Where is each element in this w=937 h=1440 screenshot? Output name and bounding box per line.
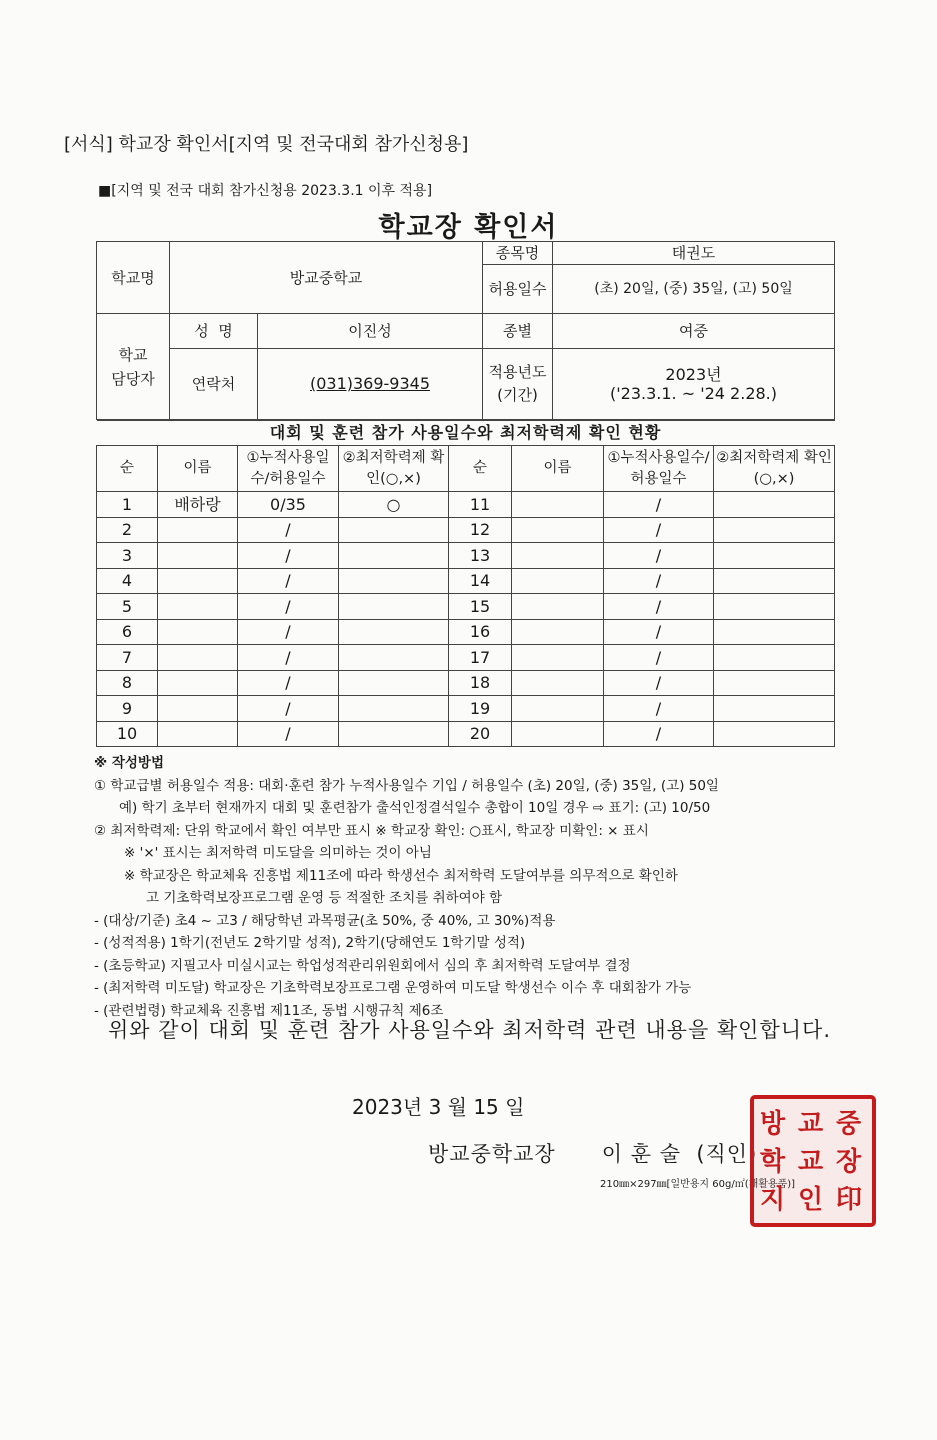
row-no: 10 (97, 721, 158, 747)
row-name (512, 517, 604, 543)
row-name (158, 721, 238, 747)
issue-date: 2023년 3 월 15 일 (352, 1095, 525, 1119)
school-info-table (96, 241, 835, 420)
row-used-days: / (238, 594, 339, 620)
row-used-days: / (238, 619, 339, 645)
row-min-check (339, 568, 449, 594)
row-no: 5 (97, 594, 158, 620)
row-min-check (714, 594, 835, 620)
row-no: 11 (449, 492, 512, 518)
note-1-example: 예) 학기 초부터 현재까지 대회 및 훈련참가 출석인정결석일수 총합이 10일 경우 ⇨ 표기: (고) 10/50 (119, 800, 711, 816)
table-row (97, 619, 835, 645)
signer-line: 방교중학교장 이 훈 술 (직인) (428, 1142, 758, 1166)
row-used-days: / (604, 517, 714, 543)
row-no: 2 (97, 517, 158, 543)
row-min-check: ○ (339, 492, 449, 518)
note-2-b-cont: 고 기초학력보장프로그램 운영 등 적절한 조치를 취하여야 함 (146, 890, 503, 906)
row-name (158, 517, 238, 543)
form-label: [서식] 학교장 확인서[지역 및 전국대회 참가신청용] (64, 134, 469, 155)
row-min-check (714, 619, 835, 645)
hdr-no-left: 순 (97, 446, 158, 492)
row-no: 17 (449, 645, 512, 671)
hdr-name-right: 이름 (512, 446, 604, 492)
row-name (512, 696, 604, 722)
row-used-days: / (238, 517, 339, 543)
row-used-days: / (238, 543, 339, 569)
row-min-check (339, 670, 449, 696)
row-min-check (339, 543, 449, 569)
detail-elementary: - (초등학교) 지필고사 미실시교는 학업성적관리위원회에서 심의 후 최저학력 도달여부 결정 (94, 957, 631, 974)
writing-instructions (94, 752, 854, 1022)
row-no: 13 (449, 543, 512, 569)
paper-spec-footer: 210㎜×297㎜[일반용지 60g/㎡(재활용품)] (600, 1179, 796, 1190)
row-no: 8 (97, 670, 158, 696)
school-name-label: 학교명 (97, 242, 170, 314)
allowed-days-value: (초) 20일, (중) 35일, (고) 50일 (553, 265, 835, 314)
row-used-days: / (604, 594, 714, 620)
notes-heading: ※ 작성방법 (94, 755, 164, 771)
row-used-days: / (604, 619, 714, 645)
row-min-check (714, 696, 835, 722)
period-value: ('23.3.1. ~ '24 2.28.) (610, 384, 778, 403)
row-name: 배하랑 (158, 492, 238, 518)
note-2-b: ※ 학교장은 학교체육 진흥법 제11조에 따라 학생선수 최저학력 도달여부를 의무적으로 확인하 (124, 867, 678, 884)
row-min-check (714, 645, 835, 671)
row-min-check (339, 721, 449, 747)
row-used-days: / (604, 696, 714, 722)
category-label: 종별 (483, 314, 553, 349)
school-name-value: 방교중학교 (170, 242, 483, 314)
row-used-days: / (238, 670, 339, 696)
category-value: 여중 (553, 314, 835, 349)
closing-statement: 위와 같이 대회 및 훈련 참가 사용일수와 최저학력 관련 내용을 확인합니다. (108, 1018, 832, 1042)
table-row (97, 568, 835, 594)
hdr-used-right: ①누적사용일수/허용일수 (604, 446, 714, 492)
row-name (158, 594, 238, 620)
row-min-check (339, 696, 449, 722)
row-name (158, 568, 238, 594)
row-no: 18 (449, 670, 512, 696)
contact-value: (031)369-9345 (309, 374, 431, 394)
contact-value-cell (258, 349, 483, 420)
table-row (97, 696, 835, 722)
year-value: 2023년 (665, 364, 722, 384)
row-no: 16 (449, 619, 512, 645)
year-cell (553, 349, 835, 420)
official-seal-stamp: 방 교 중 학 교 장 지 인 印 (750, 1095, 876, 1227)
row-min-check (339, 594, 449, 620)
detail-laws: - (관련법령) 학교체육 진흥법 제11조, 동법 시행규칙 제6조 (94, 1002, 444, 1019)
row-name (512, 619, 604, 645)
row-used-days: / (238, 696, 339, 722)
table-row (97, 670, 835, 696)
row-name (158, 670, 238, 696)
row-no: 14 (449, 568, 512, 594)
row-name (512, 721, 604, 747)
table-row (97, 517, 835, 543)
status-caption: 대회 및 훈련 참가 사용일수와 최저학력제 확인 현황 (97, 421, 835, 446)
row-no: 20 (449, 721, 512, 747)
contact-label: 연락처 (170, 349, 258, 420)
row-name (512, 568, 604, 594)
note-2: ② 최저학력제: 단위 학교에서 확인 여부만 표시 ※ 학교장 확인: ○표시, 학교장 미확인: × 표시 (94, 822, 649, 839)
row-used-days: / (238, 645, 339, 671)
row-used-days: / (604, 670, 714, 696)
allowed-days-label: 허용일수 (483, 265, 553, 314)
hdr-check-left: ②최저학력제 확인(○,×) (339, 446, 449, 492)
detail-below-minimum: - (최저학력 미도달) 학교장은 기초학력보장프로그램 운영하여 미도달 학생선수 이수 후 대회참가 가능 (94, 980, 692, 996)
row-used-days: / (238, 721, 339, 747)
document-title: 학교장 확인서 (378, 212, 559, 243)
row-min-check (339, 645, 449, 671)
row-name (158, 619, 238, 645)
row-no: 15 (449, 594, 512, 620)
row-min-check (714, 568, 835, 594)
row-no: 7 (97, 645, 158, 671)
row-no: 9 (97, 696, 158, 722)
row-min-check (339, 517, 449, 543)
row-no: 12 (449, 517, 512, 543)
row-used-days: / (604, 645, 714, 671)
row-name (158, 543, 238, 569)
table-row (97, 543, 835, 569)
row-used-days: / (604, 492, 714, 518)
hdr-check-right: ②최저학력제 확인(○,×) (714, 446, 835, 492)
hdr-name-left: 이름 (158, 446, 238, 492)
hdr-used-left: ①누적사용일수/허용일수 (238, 446, 339, 492)
note-1: ① 학교급별 허용일수 적용: 대회·훈련 참가 누적사용일수 기입 / 허용일수 (초) 20일, (중) 35일, (고) 50일 (94, 777, 719, 794)
row-name (512, 670, 604, 696)
row-used-days: / (604, 721, 714, 747)
row-min-check (714, 543, 835, 569)
detail-target: - (대상/기준) 초4 ~ 고3 / 해당학년 과목평균(초 50%, 중 40%, 고 30%)적용 (94, 912, 556, 929)
row-no: 3 (97, 543, 158, 569)
row-name (512, 645, 604, 671)
detail-grades: - (성적적용) 1학기(전년도 2학기말 성적), 2학기(당해연도 1학기말 성적) (94, 935, 526, 951)
status-table (96, 420, 835, 747)
table-row (97, 645, 835, 671)
row-name (512, 543, 604, 569)
row-no: 4 (97, 568, 158, 594)
note-2-a: ※ '×' 표시는 최저학력 미도달을 의미하는 것이 아님 (124, 845, 432, 861)
table-row (97, 492, 835, 518)
row-no: 19 (449, 696, 512, 722)
row-no: 1 (97, 492, 158, 518)
application-notice: ■[지역 및 전국 대회 참가신청용 2023.3.1 이후 적용] (98, 183, 433, 199)
manager-name-value: 이진성 (258, 314, 483, 349)
row-min-check (714, 670, 835, 696)
row-no: 6 (97, 619, 158, 645)
manager-label: 학교 담당자 (97, 314, 170, 420)
row-name (158, 696, 238, 722)
year-label: 적용년도 (기간) (483, 349, 553, 420)
manager-name-label: 성 명 (170, 314, 258, 349)
row-min-check (714, 517, 835, 543)
row-min-check (339, 619, 449, 645)
row-name (158, 645, 238, 671)
row-used-days: 0/35 (238, 492, 339, 518)
row-name (512, 492, 604, 518)
event-label: 종목명 (483, 242, 553, 265)
table-row (97, 594, 835, 620)
row-used-days: / (604, 568, 714, 594)
row-used-days: / (604, 543, 714, 569)
event-value: 태권도 (553, 242, 835, 265)
table-row (97, 721, 835, 747)
row-name (512, 594, 604, 620)
row-used-days: / (238, 568, 339, 594)
row-min-check (714, 492, 835, 518)
hdr-no-right: 순 (449, 446, 512, 492)
row-min-check (714, 721, 835, 747)
